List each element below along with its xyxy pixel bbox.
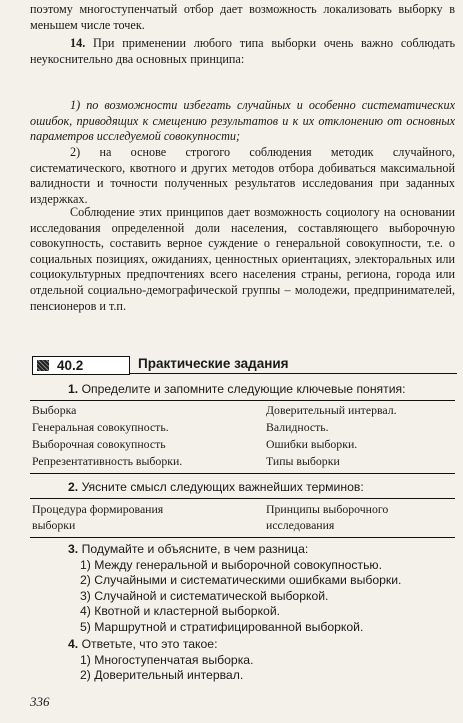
concept-left-1: Выборка (32, 403, 77, 417)
concept-left-2: Генеральная совокупность. (32, 420, 169, 434)
list-item: 4) Квотной и кластерной выборкой. (80, 604, 281, 619)
section-number-box (32, 356, 130, 375)
terms-box (30, 498, 455, 538)
term-right-line-2: исследования (266, 518, 335, 532)
concept-right-4: Типы выборки (266, 454, 340, 468)
task-4 (68, 637, 217, 652)
paragraph-continuation: поэтому многоступенчатый отбор дает возможность локализовать выборку в меньшем числе точек. (30, 2, 455, 32)
list-item: 3) Случайной и систематической выборкой. (80, 588, 329, 603)
page-number: 336 (30, 694, 50, 709)
section-heading (32, 356, 457, 378)
list-item: 5) Маршрутной и стратифицированной выборкой. (80, 619, 364, 634)
section-number: 40.2 (57, 358, 84, 373)
key-concepts-box (30, 400, 455, 474)
concept-right-2: Валидность. (266, 420, 329, 434)
principle-1: 1) по возможности избегать случайных и особенно систематических ошибок, приводящих к смещению результатов и к их отклонению от основных параметров исследуемой совокупности; (30, 98, 455, 144)
section-rule (130, 373, 457, 374)
paragraph-14-text: При применении любого типа выборки очень важно соблюдать неукоснительно два основных принципа: (30, 36, 455, 66)
task-4-list (80, 653, 460, 684)
concept-left-4: Репрезентативность выборки. (32, 454, 183, 468)
task-4-number: 4. (68, 637, 79, 651)
list-item: 2) Доверительный интервал. (80, 668, 244, 683)
section-marker-icon (37, 360, 49, 371)
task-3-text: Подумайте и объясните, в чем разница: (81, 542, 309, 556)
term-right-line-1: Принципы выборочного (266, 502, 389, 516)
task-3-number: 3. (68, 542, 79, 556)
task-3-list (80, 558, 460, 635)
list-item: 2) Случайными и систематическими ошибками выборки. (80, 573, 402, 588)
list-item: 1) Между генеральной и выборочной совокупностью. (80, 558, 382, 572)
term-left-line-2: выборки (32, 518, 76, 532)
task-2 (68, 480, 364, 495)
task-1-text: Определите и запомните следующие ключевые понятия: (81, 382, 406, 396)
task-2-text: Уясните смысл следующих важнейших терминов: (81, 480, 364, 494)
task-3 (68, 542, 308, 557)
concept-left-3: Выборочная совокупность (32, 437, 166, 451)
list-item: 1) Многоступенчатая выборка. (80, 653, 254, 667)
task-1-number: 1. (68, 382, 79, 396)
task-4-text: Ответьте, что это такое: (81, 637, 218, 651)
section-title: Практические задания (138, 356, 289, 371)
term-left-line-1: Процедура формирования (32, 502, 164, 516)
paragraph-conclusion: Соблюдение этих принципов дает возможность социологу на основании исследования определенной доли населения, составляющего выборочную совокупность, составить верное суждение о генеральной совокупности, т.е. о социальных позициях, ожиданиях, ценностных ориентациях, электоральных или социокультурных предпочтениях всего населения страны, региона, города или отдельной социально-демографической группы – молодежи, предпринимателей, пенсионеров и т.п. (30, 205, 455, 313)
paragraph-number: 14. (70, 36, 86, 50)
concept-right-3: Ошибки выборки. (266, 437, 358, 451)
concept-right-1: Доверительный интервал. (266, 403, 397, 417)
paragraph-14 (30, 36, 455, 67)
principle-2: 2) на основе строгого соблюдения методик случайного, систематического, квотного и других методов отбора добиваться максимальной валидности и точности полученных результатов исследования при заданных издержках. (30, 145, 455, 206)
task-1 (68, 382, 406, 397)
task-2-number: 2. (68, 480, 79, 494)
